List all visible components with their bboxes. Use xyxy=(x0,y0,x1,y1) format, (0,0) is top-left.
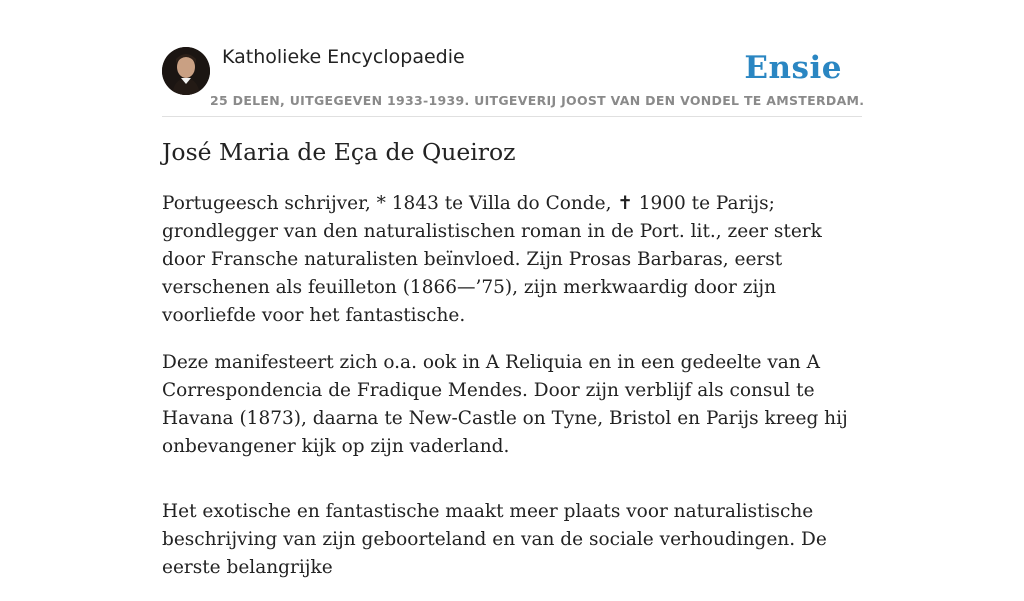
ensie-logo-link[interactable]: Ensie xyxy=(744,50,842,86)
site-header xyxy=(162,0,865,117)
paragraph-3: Het exotische en fantastische maakt meer plaats voor naturalistische beschrijving van zijn geboorteland en van de sociale verhoudingen. De eerste belangrijke xyxy=(162,501,827,578)
paragraph-2: Deze manifesteert zich o.a. ook in A Reliquia en in een gedeelte van A Correspondencia de Fradique Mendes. Door zijn verblijf als consul te Havana (1873), daarna te New-Castle on Tyne, Bristol en Parijs kreeg hij onbevangener kijk op zijn vaderland. xyxy=(162,352,848,457)
page-content xyxy=(162,0,865,578)
portrait-avatar-icon[interactable] xyxy=(162,47,210,95)
site-name[interactable]: Katholieke Encyclopaedie xyxy=(222,46,465,68)
portrait-illustration xyxy=(162,47,210,95)
article-body xyxy=(162,190,862,601)
publication-subtitle: 25 DELEN, UITGEGEVEN 1933-1939. UITGEVERIJ JOOST VAN DEN VONDEL TE AMSTERDAM. xyxy=(210,93,865,108)
paragraph-1: Portugeesch schrijver, * 1843 te Villa do Conde, ✝ 1900 te Parijs; grondlegger van den naturalistischen roman in de Port. lit., zeer sterk door Fransche naturalisten beïnvloed. Zijn Prosas Barbaras, eerst verschenen als feuilleton (1866—’75), zijn merkwaardig door zijn voorliefde voor het fantastische. xyxy=(162,193,822,326)
article-title: José Maria de Eça de Queiroz xyxy=(162,138,516,166)
